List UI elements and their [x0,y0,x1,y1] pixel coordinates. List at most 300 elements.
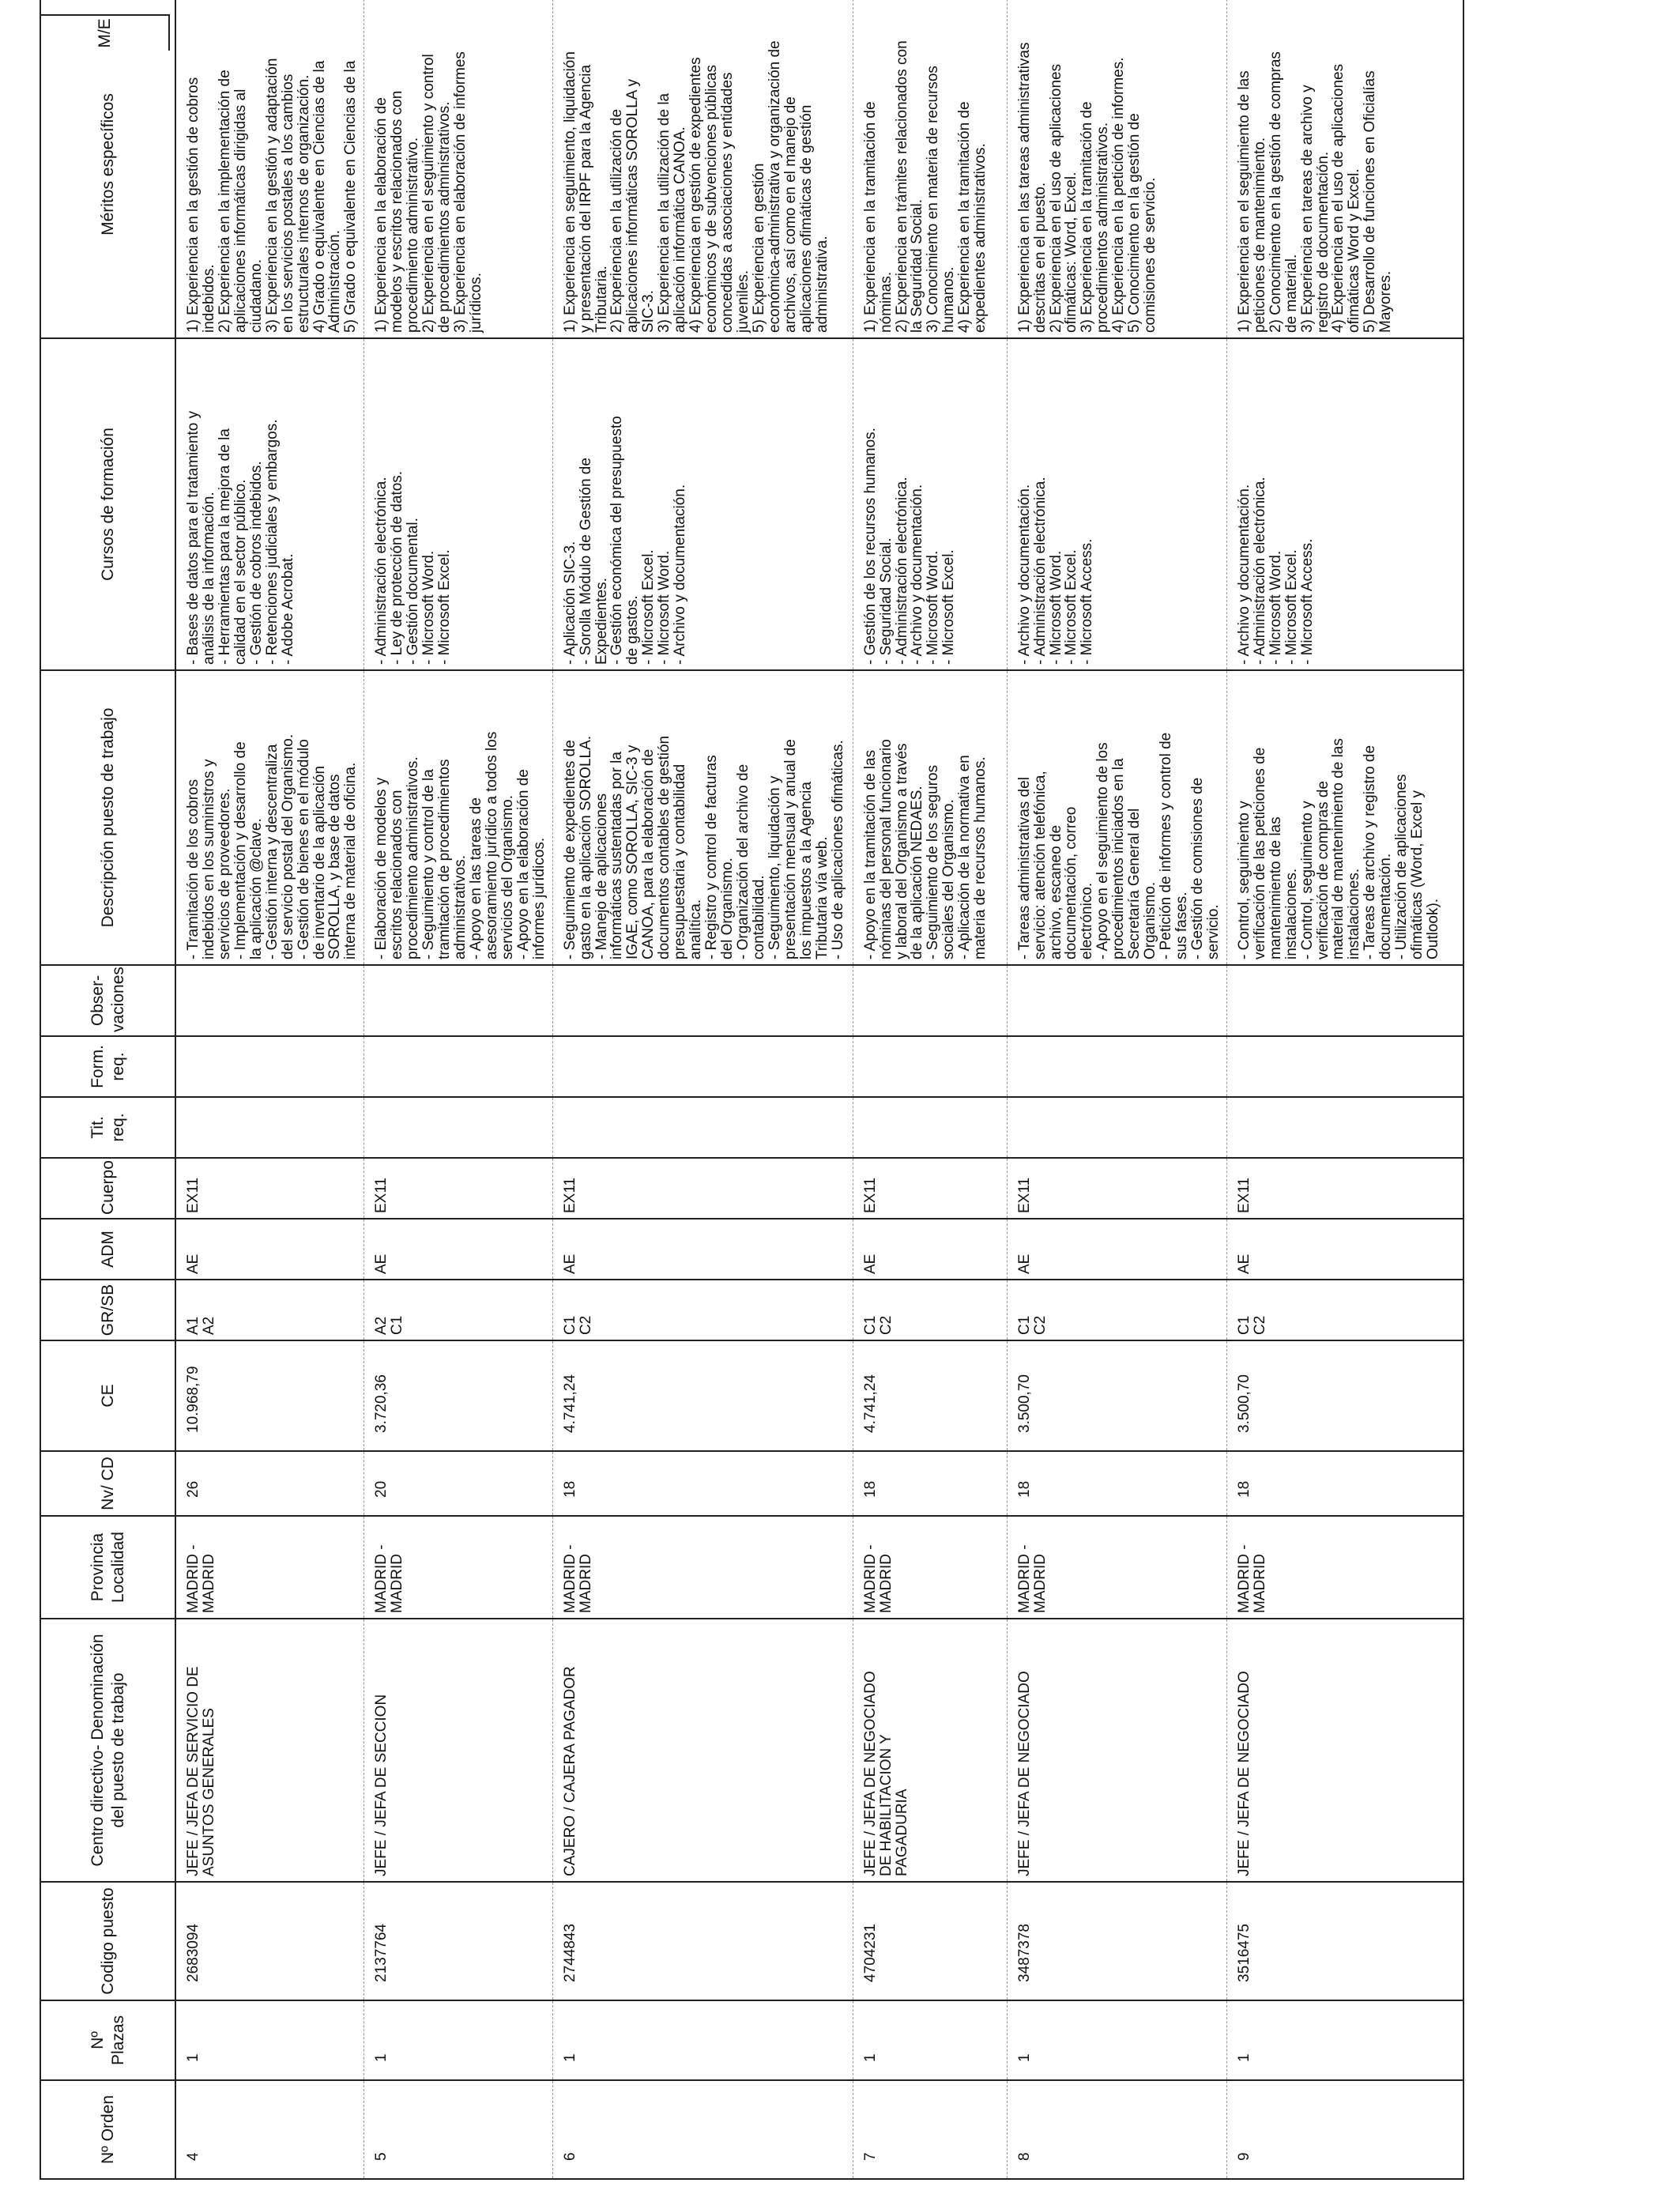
cell-nivel: 26 [175,1451,364,1516]
cell-nivel: 18 [1226,1451,1463,1516]
cell-orden: 8 [1007,2080,1226,2179]
cell-descripcion [1226,670,1463,965]
header-nivel: Nv/ CD [40,1451,175,1516]
cell-cuerpo: EX11 [552,1158,853,1219]
cell-plazas: 1 [1226,2000,1463,2080]
cell-provincia [552,1516,853,1619]
cell-descripcion-line: nóminas del personal funcionario [877,739,895,959]
cell-formacion [175,1036,364,1097]
cell-cursos-line: - Microsoft Excel. [436,549,454,665]
cell-orden: 4 [175,2080,364,2179]
cell-centro [1226,1619,1463,1882]
cell-meritos-line: modelos y escritos relacionados con [389,90,406,333]
cell-provincia [364,1516,552,1619]
header-orden: Nº Orden [40,2080,175,2179]
cell-descripcion-line: - Utilización de aplicaciones [1393,774,1411,959]
cell-titulacion [853,1097,1007,1158]
cell-descripcion-line: interna de material de oficina. [342,762,360,959]
cell-ce: 10.968,79 [175,1340,364,1451]
cell-descripcion-line: - Control, seguimiento y [1298,801,1316,959]
table-row [175,0,364,2179]
cell-centro [175,1619,364,1882]
cell-cursos-line: - Archivo y documentación. [672,484,689,665]
cell-cursos-line: - Retenciones judiciales y embargos. [263,419,281,665]
cell-descripcion-line: - Seguimiento y control de la [420,769,438,959]
cell-formacion [552,1036,853,1097]
cell-meritos-line: 3) Experiencia en tareas de archivo y [1298,85,1316,333]
cell-ce: 3.500,70 [1226,1340,1463,1451]
cell-meritos-line: 4) Experiencia en el uso de aplicaciones [1330,63,1347,333]
cell-descripcion-line: servicios del Organismo. [499,794,516,959]
cell-cursos-line: análisis de la información. [200,492,217,665]
cell-cursos-line: - Herramientas para la mejora de la [216,428,233,665]
cell-descripcion-line: - Tramitación de los cobros [185,778,202,959]
cell-provincia-line: MADRID - [561,1544,578,1613]
cell-provincia [853,1516,1007,1619]
cell-provincia-line: MADRID [200,1554,217,1613]
cell-descripcion-line: - Seguimiento, liquidación y [766,775,783,959]
cell-descripcion-line: - Tareas administrativas del [1015,777,1033,959]
cell-meritos-line: 3) Experiencia en elaboración de informes [452,51,469,333]
header-formacion: Form. req. [40,1036,175,1097]
cell-meritos-line: 4) Experiencia en la petición de informes. [1110,57,1128,333]
cell-meritos-line: 5) Grado o equivalente en Ciencias de la [342,60,360,333]
cell-descripcion-line: - Gestión de bienes en el módulo [295,739,312,959]
cell-meritos-line: la Seguridad Social. [909,199,926,333]
cell-provincia-line: MADRID - [185,1544,202,1613]
cell-observaciones [1007,965,1226,1036]
cell-descripcion-line: - Aplicación de la normativa en [956,755,974,959]
cell-cursos-line: - Administración electrónica. [1251,477,1268,665]
cell-cursos-line: - Gestión documental. [405,518,422,665]
cell-descripcion-line: presupuestaria y contabilidad [672,763,689,959]
cell-descripcion-line: servicio. [1204,904,1222,959]
cell-descripcion-line: verificación de las peticiones de [1251,747,1268,959]
cell-grupo-line: C2 [1031,1315,1049,1335]
cell-descripcion-line: sus fases. [1173,892,1190,959]
cell-centro [853,1619,1007,1882]
cell-titulacion [1226,1097,1463,1158]
header-provincia: Provincia Localidad [40,1516,175,1619]
cell-descripcion-line: instalaciones. [1346,868,1363,959]
cell-descripcion-line: Outlook). [1425,898,1442,959]
cell-cursos-line: - Administración electrónica. [1031,477,1049,665]
cell-descripcion-line: instalaciones. [1283,868,1300,959]
cell-descripcion [364,670,552,965]
cell-centro-line: PAGADURIA [893,1789,910,1876]
cell-meritos-line: peticiones de mantenimiento. [1251,137,1268,333]
cell-cursos [364,338,552,670]
cell-descripcion-line: documentación, correo [1063,806,1080,959]
cell-provincia [175,1516,364,1619]
cell-descripcion-line: Tributaria vía web. [813,836,831,959]
cell-ce: 4.741,24 [552,1340,853,1451]
cell-cursos-line: - Archivo y documentación. [1235,484,1252,665]
cell-centro-line: DE HABILITACION Y [877,1734,895,1876]
cell-cursos-line: - Microsoft Excel. [1063,549,1080,665]
cell-orden: 7 [853,2080,1007,2179]
cell-descripcion-line: CANOA, para la elaboración de [640,748,657,959]
header-titulacion: Tit. req. [40,1097,175,1158]
cell-meritos-line: estructurales internos de organización. [295,74,312,333]
cell-cursos-line: - Gestión de cobros indebidos. [247,461,265,665]
cell-meritos-line: expedientes administrativos. [972,143,989,333]
cell-meritos-line: 5) Conocimiento en la gestión de [1126,113,1143,333]
cell-descripcion-line: servicios de proveedores. [216,788,233,959]
cell-descripcion-line: procedimiento administrativos. [405,756,422,959]
cell-meritos-line: aplicaciones ofimáticas de gestión [797,104,815,333]
header-me-label: M/E [95,18,114,48]
cell-meritos [552,0,853,338]
cell-grupo-line: C1 [1235,1315,1252,1335]
cell-descripcion [175,670,364,965]
cell-descripcion-line: - Apoyo en el seguimiento de los [1094,742,1112,959]
cell-descripcion [853,670,1007,965]
cell-descripcion-line: - Implementación y desarrollo de [232,741,249,959]
cell-cursos-line: - Microsoft Word. [925,550,942,665]
cell-centro [1007,1619,1226,1882]
cell-cursos-line: de gastos. [624,595,642,665]
cell-grupo-line: A1 [185,1316,202,1335]
cell-grupo-line: C1 [1015,1315,1033,1335]
cell-cursos-line: - Microsoft Excel. [1283,549,1300,665]
cell-grupo-line: C2 [577,1315,594,1335]
cell-descripcion-line: - Apoyo en la elaboración de [514,769,532,959]
cell-grupo [1007,1280,1226,1340]
cell-descripcion-line: del servicio postal del Organismo. [279,733,296,959]
cell-centro-line: ASUNTOS GENERALES [200,1708,217,1876]
cell-grupo [1226,1280,1463,1340]
header-descripcion: Descripción puesto de trabajo [40,670,175,965]
cell-ce: 3.500,70 [1007,1340,1226,1451]
cell-grupo-line: C1 [561,1315,578,1335]
cell-descripcion-line: presentación mensual y anual de [782,739,799,959]
cell-meritos-line: 3) Experiencia en la gestión y adaptación [263,58,281,333]
cell-meritos-line: 1) Experiencia en seguimiento, liquidación [561,51,578,333]
cell-descripcion-line: escritos relacionados con [389,790,406,959]
cell-provincia-line: MADRID [1031,1554,1049,1613]
cell-meritos-line: registro de documentación. [1314,151,1332,333]
cell-descripcion-line: indebidos en los suministros y [200,759,217,959]
cell-titulacion [175,1097,364,1158]
cell-titulacion [1007,1097,1226,1158]
cell-meritos-line: procedimientos administrativos. [1094,122,1112,333]
cell-codigo: 2744843 [552,1882,853,2000]
cell-descripcion-line: del Organismo. [719,858,736,959]
cell-meritos-line: y presentación del IRPF para la Agencia [577,64,594,333]
cell-descripcion-line: informes jurídicos. [530,837,548,959]
cell-descripcion-line: servicio: atención telefónica, [1031,771,1049,959]
cell-meritos-line: Administración. [326,230,344,333]
cell-meritos-line: 1) Experiencia en el seguimiento de las [1235,70,1252,333]
cell-meritos-line: de material. [1283,254,1300,333]
header-adm: ADM [40,1219,175,1280]
cell-descripcion-line: - Seguimiento de los seguros [925,764,942,959]
cell-meritos-line: aplicación informática CANOA. [672,126,689,333]
cell-nivel: 18 [853,1451,1007,1516]
cell-meritos-line: aplicaciones informáticas dirigidas al [232,89,249,333]
cell-meritos-line: 1) Experiencia en las tareas administrativas [1015,42,1033,333]
cell-cursos-line: - Microsoft Access. [1079,538,1096,665]
cell-descripcion-line: SOROLLA, y base de datos [326,774,344,959]
cell-formacion [1226,1036,1463,1097]
cell-descripcion-line: sociales del Organismo. [940,799,958,959]
cell-meritos-line: SIC-3. [640,290,657,333]
cell-meritos-line: 2) Experiencia en el seguimiento y control [420,54,438,333]
header-ce: CE [40,1340,175,1451]
cell-meritos-line: 4) Experiencia en gestión de expedientes [687,57,705,333]
cell-descripcion-line: de la aplicación NEDAES. [909,786,926,959]
cell-meritos-line: 2) Experiencia en la utilización de [608,108,626,333]
cell-formacion [853,1036,1007,1097]
cell-meritos-line: 2) Experiencia en trámites relacionados con [893,40,910,333]
table-row [364,0,552,2179]
header-codigo: Codigo puesto [40,1882,175,2000]
cell-meritos-line: 5) Desarrollo de funciones en Oficialías [1362,70,1379,333]
cell-grupo-line: C2 [1251,1315,1268,1335]
cell-descripcion-line: - Tareas de archivo y registro de [1362,745,1379,959]
header-me [40,14,170,51]
cell-centro [364,1619,552,1882]
cell-grupo-line: C1 [389,1315,406,1335]
cell-grupo [552,1280,853,1340]
header-centro: Centro directivo- Denominación del puesto de trabajo [40,1619,175,1882]
cell-centro-line: JEFE / JEFA DE NEGOCIADO [861,1671,879,1876]
cell-cuerpo: EX11 [175,1158,364,1219]
cell-descripcion-line: Organismo. [1142,881,1159,959]
cell-descripcion-line: gasto en la aplicación SOROLLA. [577,735,594,959]
cell-cursos-line: - Archivo y documentación. [1015,484,1033,665]
cell-cursos-line: - Aplicación SIC-3. [561,541,578,665]
cell-meritos [175,0,364,338]
cell-descripcion-line: - Control, seguimiento y [1235,801,1252,959]
cell-nivel: 18 [552,1451,853,1516]
cell-provincia-line: MADRID - [1235,1544,1252,1613]
cell-descripcion-line: documentos contables de gestión [656,735,673,959]
cell-plazas: 1 [175,2000,364,2080]
cell-observaciones [364,965,552,1036]
cell-plazas: 1 [853,2000,1007,2080]
cell-observaciones [1226,965,1463,1036]
cell-cursos-line: - Administración electrónica. [893,477,910,665]
cell-descripcion-line: - Elaboración de modelos y [373,777,390,959]
cell-grupo [175,1280,364,1340]
cell-cursos [552,338,853,670]
cell-cursos-line: - Microsoft Word. [1047,550,1064,665]
cell-meritos-line: ciudadano. [247,259,265,333]
cell-provincia [1007,1516,1226,1619]
cell-descripcion-line: documentación. [1377,853,1395,959]
cell-cursos-line: - Seguridad Social. [877,537,895,665]
cell-cursos-line: - Microsoft Excel. [640,549,657,665]
cell-descripcion-line: material de mantenimiento de las [1330,738,1347,959]
cell-codigo: 4704231 [853,1882,1007,2000]
cell-meritos-line: 1) Experiencia en la gestión de cobros [185,77,202,333]
cell-meritos-line: 2) Experiencia en la implementación de [216,70,233,333]
cell-cursos-line: Expedientes. [593,578,610,665]
cell-descripcion-line: archivo, escaneo de [1047,824,1064,959]
cell-meritos [853,0,1007,338]
cell-cursos-line: - Sorolla Módulo de Gestión de [577,458,594,665]
cell-descripcion-line: de inventario de la aplicación [311,765,328,959]
cell-cuerpo: EX11 [853,1158,1007,1219]
cell-titulacion [552,1097,853,1158]
header-observaciones: Obser- vaciones [40,965,175,1036]
cell-descripcion-line: verificación de compras de [1314,781,1332,959]
cell-meritos-line: ofimáticas Word y Excel. [1346,168,1363,333]
cell-meritos-line: archivos, así como en el manejo de [782,96,799,333]
cell-descripcion-line: contabilidad. [750,875,767,959]
cell-ce: 3.720,36 [364,1340,552,1451]
cell-provincia-line: MADRID [1251,1554,1268,1613]
cell-cursos-line: - Microsoft Word. [656,550,673,665]
cell-provincia-line: MADRID - [373,1544,390,1613]
cell-adm: AE [853,1219,1007,1280]
cell-descripcion-line: - Apoyo en la tramitación de las [861,749,879,959]
cell-meritos-line: 3) Experiencia en la utilización de la [656,92,673,333]
cell-meritos-line: comisiones de servicio. [1142,177,1159,333]
table-body [175,0,1463,2179]
cell-descripcion-line: los impuestos a la Agencia [797,782,815,959]
header-cursos: Cursos de formación [40,338,175,670]
cell-meritos-line: 2) Experiencia en el uso de aplicaciones [1047,63,1064,333]
cell-codigo: 3516475 [1226,1882,1463,2000]
cell-descripcion-line: informáticas sustentadas por la [608,752,626,959]
cell-meritos-line: concedidas a asociaciones y entidades [719,72,736,333]
cell-meritos-line: descritas en el puesto. [1031,182,1049,333]
cell-meritos [364,0,552,338]
cell-descripcion-line: IGAE, como SOROLLA, SIC-3 y [624,745,642,959]
cell-formacion [364,1036,552,1097]
cell-cursos [853,338,1007,670]
cell-grupo-line: A2 [200,1316,217,1335]
cell-descripcion-line: ofimáticas (Word, Excel y [1409,790,1426,959]
cell-nivel: 20 [364,1451,552,1516]
header-row [40,0,175,2179]
cell-descripcion-line: - Apoyo en las tareas de [467,797,484,959]
cell-descripcion-line: mantenimiento de las [1267,816,1284,959]
positions-table [40,0,1464,2180]
table-row [853,0,1007,2179]
cell-descripcion-line: electrónico. [1079,882,1096,959]
cell-codigo: 3487378 [1007,1882,1226,2000]
cell-grupo-line: C2 [877,1315,895,1335]
cell-cursos [175,338,364,670]
cell-centro-line: JEFE / JEFA DE SECCION [373,1694,390,1876]
cell-meritos-line: 2) Conocimiento en la gestión de compras [1267,51,1284,333]
cell-nivel: 18 [1007,1451,1226,1516]
cell-descripcion-line: - Gestión interna y descentraliza [263,744,281,959]
cell-cursos-line: - Microsoft Access. [1298,538,1316,665]
cell-descripcion-line: tramitación de procedimientos [436,759,454,959]
cell-meritos-line: ofimáticas: Word, Excel. [1063,172,1080,333]
cell-centro-line: CAJERO / CAJERA PAGADOR [561,1666,578,1876]
cell-provincia-line: MADRID - [861,1544,879,1613]
cell-cursos-line: - Ley de protección de datos. [389,470,406,665]
cell-codigo: 2683094 [175,1882,364,2000]
cell-descripcion-line: - Organización del archivo de [734,763,751,959]
cell-cursos-line: - Gestión de los recursos humanos. [861,428,879,665]
cell-formacion [1007,1036,1226,1097]
cell-descripcion-line: - Seguimiento de expedientes de [561,740,578,959]
header-cuerpo: Cuerpo [40,1158,175,1219]
cell-meritos [1007,0,1226,338]
cell-provincia-line: MADRID [577,1554,594,1613]
cell-descripcion-line: analítica. [687,899,705,959]
table-row [1226,0,1463,2179]
cell-meritos-line: económica-administrativa y organización de [766,40,783,333]
cell-cursos [1226,338,1463,670]
cell-meritos-line: en los servicios postales a los cambios [279,74,296,333]
cell-adm: AE [364,1219,552,1280]
cell-meritos [1226,0,1463,338]
cell-meritos-line: juveniles. [734,270,751,333]
cell-adm: AE [1007,1219,1226,1280]
cell-observaciones [552,965,853,1036]
cell-observaciones [175,965,364,1036]
cell-cursos-line: - Microsoft Word. [420,550,438,665]
cell-cursos-line: - Microsoft Word. [1267,550,1284,665]
cell-provincia-line: MADRID - [1015,1544,1033,1613]
cell-grupo [853,1280,1007,1340]
cell-descripcion-line: - Registro y control de facturas [703,755,721,959]
cell-grupo-line: A2 [373,1316,390,1335]
cell-meritos-line: jurídicos. [467,272,484,333]
cell-cursos-line: - Gestión económica del presupuesto [608,416,626,665]
cell-observaciones [853,965,1007,1036]
cell-ce: 4.741,24 [853,1340,1007,1451]
cell-centro [552,1619,853,1882]
cell-cursos-line: - Adobe Acrobat. [279,553,296,665]
cell-meritos-line: administrativa. [813,236,831,333]
cell-meritos-line: 4) Grado o equivalente en Ciencias de la [311,60,328,333]
cell-cuerpo: EX11 [364,1158,552,1219]
cell-codigo: 2137764 [364,1882,552,2000]
cell-meritos-line: aplicaciones informáticas SOROLLA y [624,78,642,333]
cell-meritos-line: indebidos. [200,264,217,333]
cell-adm: AE [552,1219,853,1280]
header-meritos: Méritos específicos [40,0,175,338]
cell-cursos-line: - Bases de datos para el tratamiento y [185,410,202,665]
cell-meritos-line: nóminas. [877,271,895,333]
cell-cursos-line: - Archivo y documentación. [909,484,926,665]
cell-orden: 9 [1226,2080,1463,2179]
cell-descripcion-line: - Manejo de aplicaciones [593,793,610,959]
header-plazas: Nº Plazas [40,2000,175,2080]
cell-descripcion-line: administrativos. [452,855,469,959]
cell-descripcion-line: Secretaría General del [1126,808,1143,959]
cell-descripcion-line: - Gestión de comisiones de [1188,777,1206,959]
cell-meritos-line: procedimiento administrativo. [405,137,422,333]
cell-meritos-line: 3) Experiencia en la tramitación de [1079,101,1096,333]
cell-meritos-line: 4) Experiencia en la tramitación de [956,101,974,333]
cell-meritos-line: 3) Conocimiento en materia de recursos [925,66,942,333]
cell-provincia-line: MADRID [389,1554,406,1613]
cell-meritos-line: 5) Experiencia en gestión [750,163,767,333]
header-grupo: GR/SB [40,1280,175,1340]
table-row [1007,0,1226,2179]
cell-adm: AE [175,1219,364,1280]
cell-adm: AE [1226,1219,1463,1280]
cell-descripcion-line: asesoramiento jurídico a todos los [483,731,500,959]
cell-plazas: 1 [364,2000,552,2080]
cell-meritos-line: Mayores. [1377,270,1395,333]
cell-titulacion [364,1097,552,1158]
cell-meritos-line: 1) Experiencia en la elaboración de [373,97,390,333]
cell-grupo [364,1280,552,1340]
cell-centro-line: JEFE / JEFA DE NEGOCIADO [1015,1671,1033,1876]
cell-centro-line: JEFE / JEFA DE NEGOCIADO [1235,1671,1252,1876]
